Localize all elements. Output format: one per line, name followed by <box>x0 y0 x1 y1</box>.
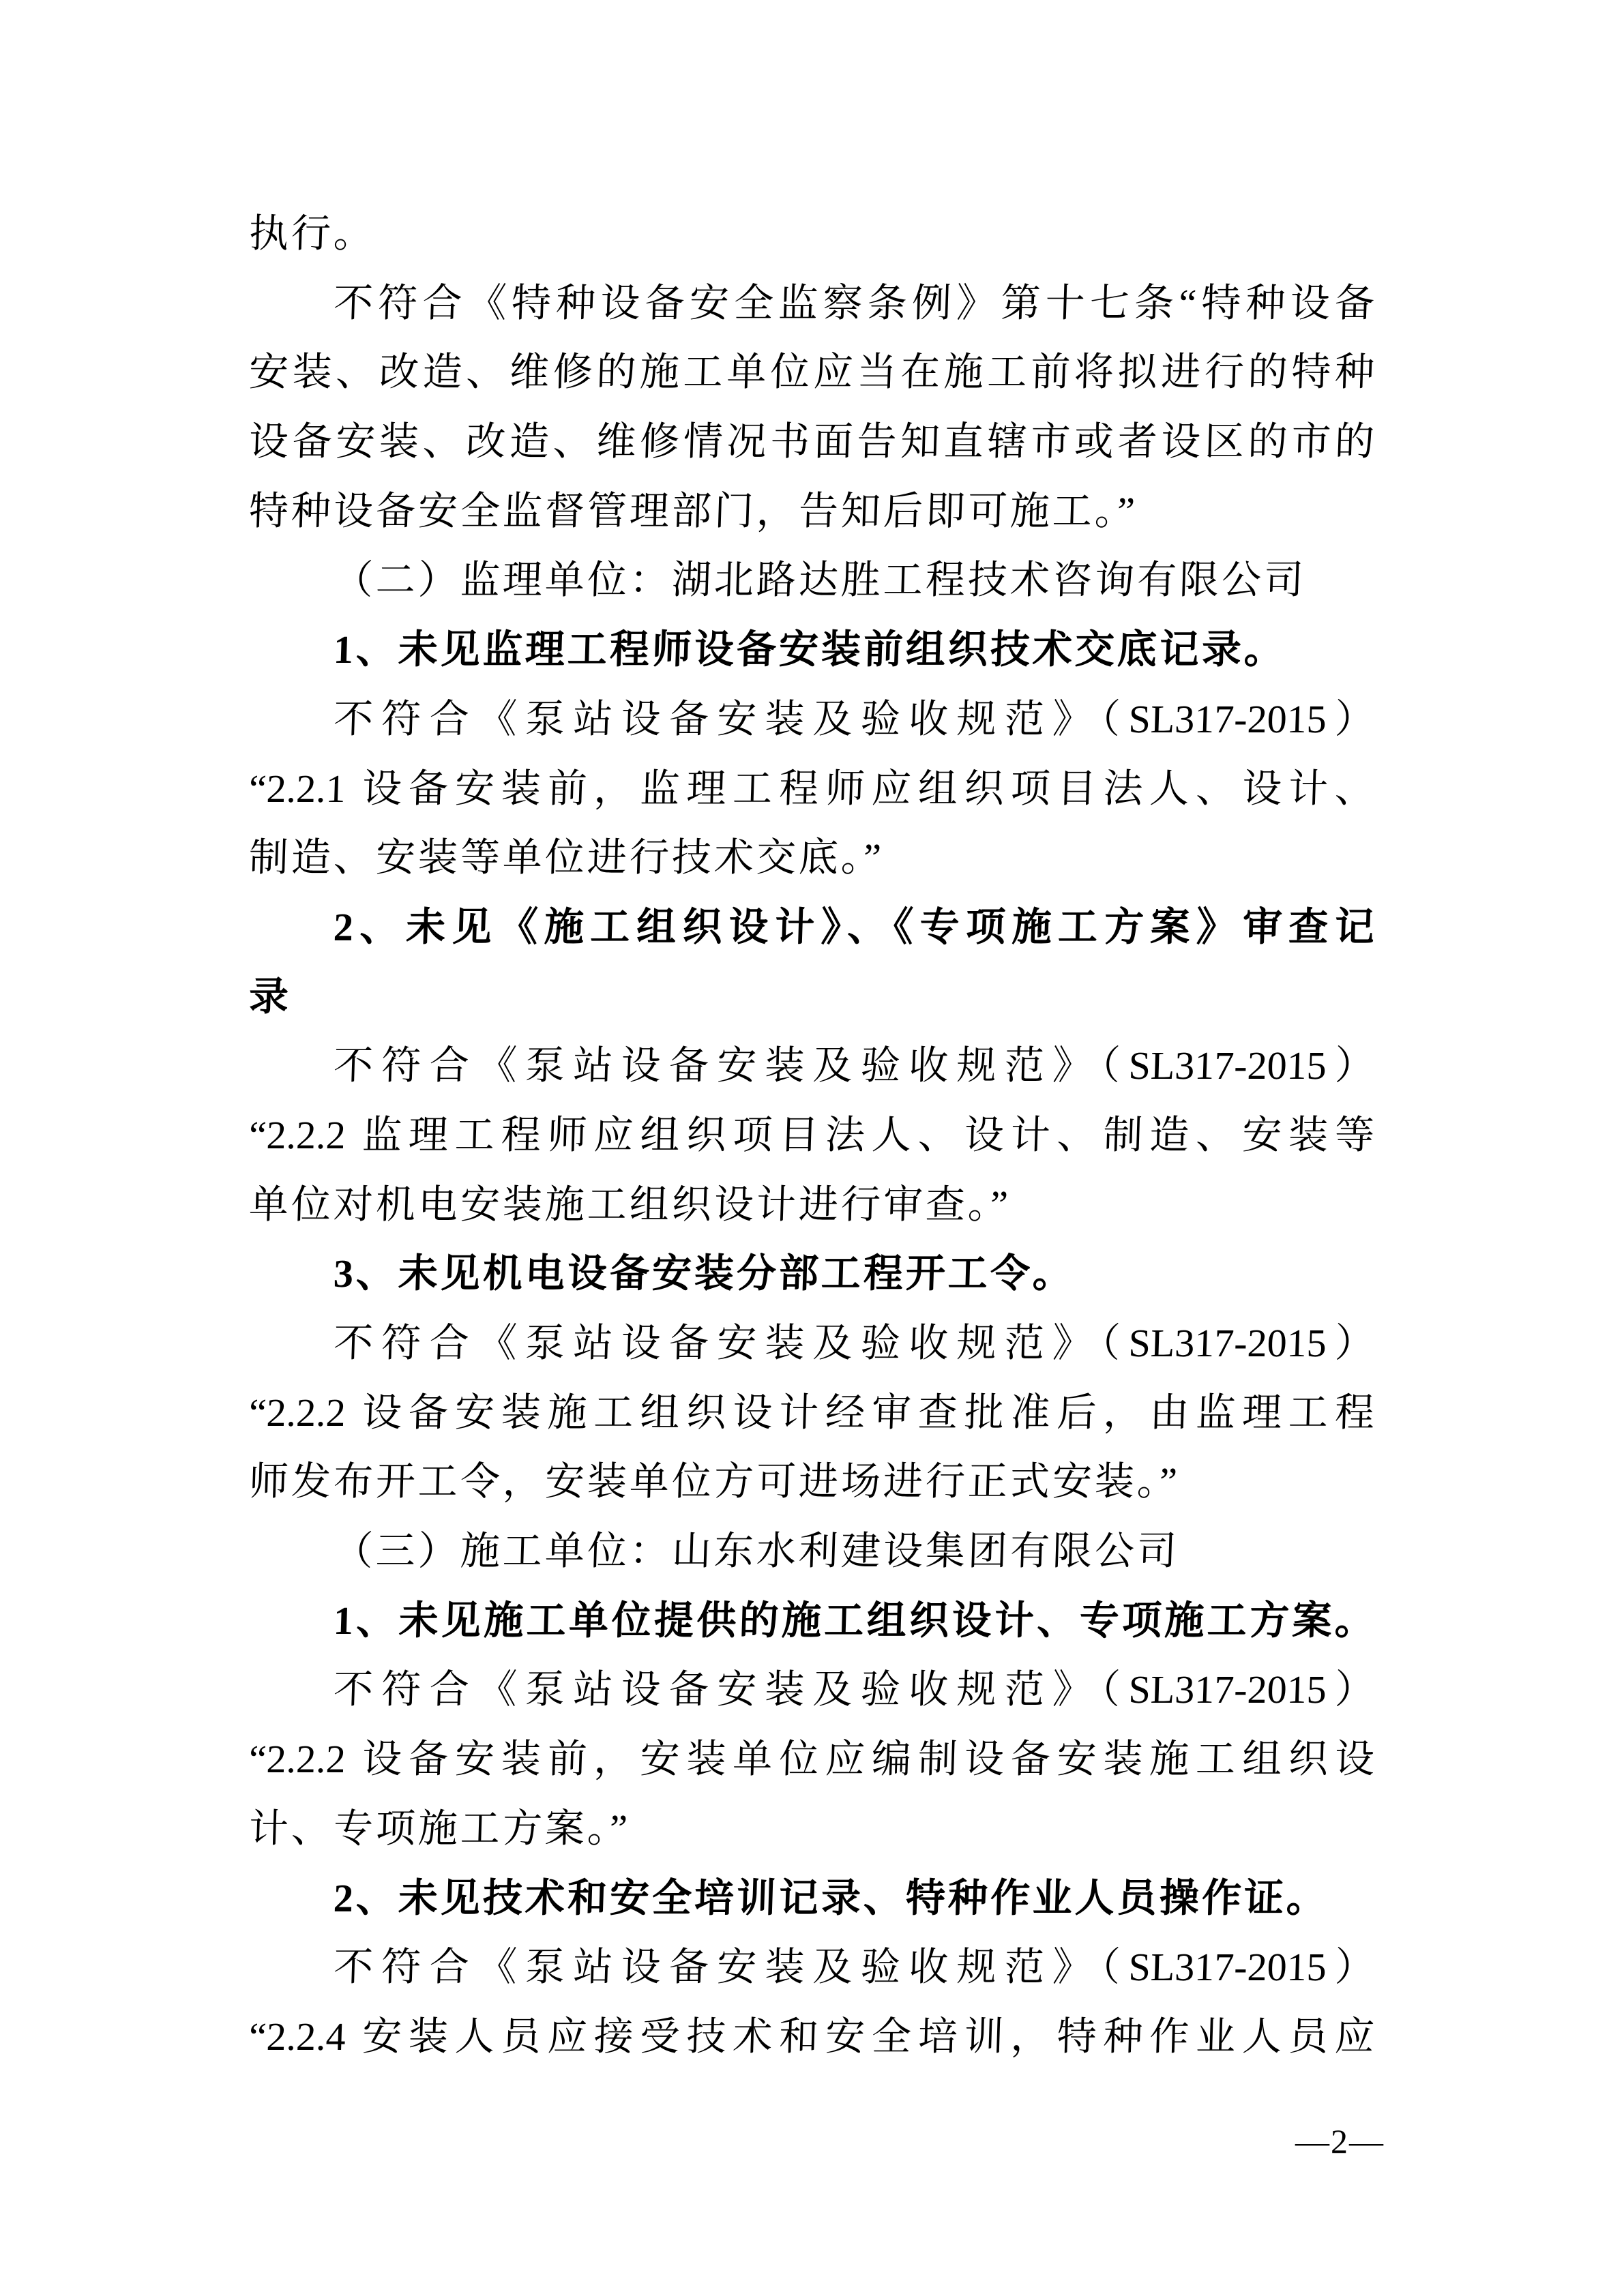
standard-clause-line: 单位对机电安装施工组织设计进行审查。” <box>248 1182 1012 1227</box>
standard-ref-line: 不符合《泵站设备安装及验收规范》（SL317-2015） <box>332 1667 1376 1712</box>
standard-clause-line: “2.2.2 设备安装前，安装单位应编制设备安装施工组织设 <box>248 1737 1376 1782</box>
paragraph-tail-line: 执行。 <box>248 211 377 256</box>
document-body <box>249 199 1374 2072</box>
standard-clause-line: “2.2.2 设备安装施工组织设计经审查批准后，由监理工程 <box>248 1390 1376 1435</box>
finding-item-line: 录 <box>248 974 293 1019</box>
standard-ref-line: 不符合《泵站设备安装及验收规范》（SL317-2015） <box>332 1043 1376 1088</box>
standard-ref-line: 不符合《泵站设备安装及验收规范》（SL317-2015） <box>332 1945 1376 1990</box>
finding-item-line: 3、未见机电设备安装分部工程开工令。 <box>332 1251 1076 1296</box>
finding-item-line: 1、未见施工单位提供的施工组织设计、专项施工方案。 <box>332 1598 1376 1643</box>
standard-ref-line: 不符合《泵站设备安装及验收规范》（SL317-2015） <box>332 1321 1376 1365</box>
regulation-text-line: 设备安装、改造、维修情况书面告知直辖市或者设区的市的 <box>248 419 1376 464</box>
section-heading-line: （二）监理单位：湖北路达胜工程技术咨询有限公司 <box>332 558 1308 603</box>
section-heading-line: （三）施工单位：山东水利建设集团有限公司 <box>332 1529 1181 1574</box>
standard-clause-line: 制造、安装等单位进行技术交底。” <box>248 835 885 880</box>
standard-clause-line: “2.2.2 监理工程师应组织项目法人、设计、制造、安装等 <box>248 1112 1376 1157</box>
finding-item-line: 2、未见技术和安全培训记录、特种作业人员操作证。 <box>332 1875 1330 1920</box>
regulation-text-line: 安装、改造、维修的施工单位应当在施工前将拟进行的特种 <box>248 350 1376 395</box>
standard-clause-line: 师发布开工令，安装单位方可进场进行正式安装。” <box>248 1459 1181 1504</box>
standard-clause-line: “2.2.1 设备安装前，监理工程师应组织项目法人、设计、 <box>248 766 1376 811</box>
standard-ref-line: 不符合《泵站设备安装及验收规范》（SL317-2015） <box>332 696 1376 741</box>
standard-clause-line: 计、专项施工方案。” <box>248 1806 631 1851</box>
finding-item-line: 1、未见监理工程师设备安装前组织技术交底记录。 <box>332 627 1288 672</box>
standard-clause-line: “2.2.4 安装人员应接受技术和安全培训，特种作业人员应 <box>248 2014 1376 2059</box>
page-number: —2— <box>1295 2122 1385 2160</box>
regulation-text-line: 特种设备安全监督管理部门，告知后即可施工。” <box>248 488 1138 533</box>
finding-item-line: 2、未见《施工组织设计》、《专项施工方案》审查记 <box>332 904 1376 949</box>
regulation-ref-line: 不符合《特种设备安全监察条例》第十七条“特种设备 <box>332 280 1376 325</box>
